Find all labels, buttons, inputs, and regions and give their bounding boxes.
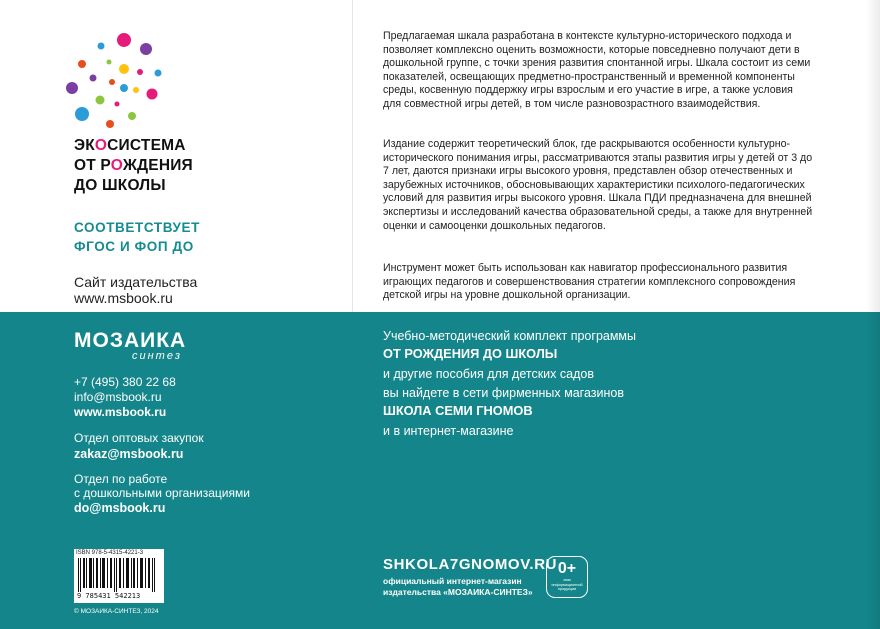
site-url[interactable]: www.msbook.ru — [74, 290, 173, 306]
site-label: Сайт издательства — [74, 274, 198, 290]
ecosystem-dots-logo — [60, 22, 170, 132]
promo-line-5: ШКОЛА СЕМИ ГНОМОВ — [383, 403, 533, 418]
publisher-name: МОЗАИКА — [74, 329, 187, 352]
dot — [120, 84, 128, 92]
preschool-label-2: с дошкольными организациями — [74, 486, 250, 500]
brand-text: ЖДЕНИЯ — [122, 157, 193, 174]
preschool-email[interactable]: do@msbook.ru — [74, 501, 166, 515]
promo-line-2: ОТ РОЖДЕНИЯ ДО ШКОЛЫ — [383, 346, 558, 361]
dot — [75, 107, 89, 121]
shop-url[interactable]: SHKOLA7GNOMOV.RU — [383, 556, 558, 573]
contact-web[interactable]: www.msbook.ru — [74, 405, 167, 419]
publisher-logo — [74, 330, 186, 362]
dot — [147, 89, 158, 100]
dot — [117, 33, 131, 47]
description-paragraph-3: Инструмент может быть использован как навигатор профессионального развития играющих педагогов и совершенствования стратегии комплексного сопровождения детской игры на уровне дошкольной организации. — [383, 262, 796, 302]
brand-text: ОТ Р — [74, 157, 111, 174]
description-paragraph-1: Предлагаемая шкала разработана в контексте культурно-исторического подхода и позволяет комплексно оценить возможности, которые повседневно получают дети в дошкольной группе, с точки зрения развития спонтанной игры. Шкала состоит из семи показателей, освещающих предметно-пространственный и временной компоненты среды, косвенную поддержку игры взрослым и его участие в игре, а также условия для совместной игры детей, в том числе разновозрастного взаимодействия. — [383, 30, 811, 110]
dot — [90, 75, 97, 82]
fgos-compliance — [74, 218, 200, 256]
brand-line-1 — [74, 136, 193, 156]
brand-text: СИСТЕМА — [107, 137, 186, 154]
dot — [109, 79, 115, 85]
contact-email[interactable]: info@msbook.ru — [74, 390, 162, 404]
age-rating-caption: знак информационной продукции — [551, 578, 583, 591]
promo-line-3: и другие пособия для детских садов — [383, 367, 594, 381]
contact-phone[interactable]: +7 (495) 380 22 68 — [74, 375, 176, 389]
dot — [137, 69, 143, 75]
description-paragraph-2: Издание содержит теоретический блок, где раскрываются особенности культурно-исторического понимания игры, рассматриваются этапы развития игры у детей от 3 до 7 лет, даются признаки игры высокого уровня, представлен обзор отечественных и зарубежных источников, обосновывающих характеристики психолого-педагогических условий для развития игры высокого уровня. Шкала ПДИ предназначена для внешней экспертизы и исследований качества образовательной среды, а также для внутренней оценки и самооценки дошкольных педагогов. — [383, 138, 813, 232]
brand-highlight-o: О — [110, 157, 123, 174]
shop-block — [383, 556, 557, 597]
dot — [107, 60, 112, 65]
promo-line-6: и в интернет-магазине — [383, 424, 514, 438]
fgos-line-1: СООТВЕТСТВУЕТ — [74, 220, 201, 235]
dot — [106, 120, 114, 128]
fgos-line-2: ФГОС И ФОП ДО — [74, 239, 194, 254]
isbn-barcode — [74, 549, 164, 603]
dot — [115, 102, 120, 107]
dot — [119, 64, 129, 74]
shop-sub-2: издательства «МОЗАИКА-СИНТЕЗ» — [383, 587, 533, 597]
age-rating-value: 0+ — [557, 560, 577, 577]
brand-line-3: ДО ШКОЛЫ — [74, 177, 166, 194]
dot — [155, 70, 162, 77]
column-divider — [352, 0, 353, 312]
isbn-digits: 9 785431 542213 — [77, 592, 141, 600]
brand-text: ЭК — [74, 137, 95, 154]
promo-line-1: Учебно-методический комплект программы — [383, 329, 637, 343]
barcode-icon — [76, 558, 162, 596]
wholesale-label: Отдел оптовых закупок — [74, 431, 204, 445]
dot — [140, 43, 152, 55]
dot — [133, 87, 139, 93]
book-edge-shadow — [866, 0, 880, 629]
age-rating-badge — [546, 556, 588, 598]
promo-line-4: вы найдете в сети фирменных магазинов — [383, 386, 624, 400]
dot — [128, 112, 136, 120]
dot — [78, 60, 86, 68]
shop-sub-1: официальный интернет-магазин — [383, 576, 522, 586]
preschool-label-1: Отдел по работе — [74, 472, 168, 486]
copyright: © МОЗАИКА-СИНТЕЗ, 2024 — [74, 608, 159, 615]
publisher-sub: синтез — [132, 350, 182, 362]
isbn-text: ISBN 978-5-4315-4221-3 — [76, 550, 144, 556]
wholesale-email[interactable]: zakaz@msbook.ru — [74, 447, 184, 461]
brand-line-2 — [74, 156, 193, 176]
dot — [66, 82, 78, 94]
ecosystem-brand — [74, 136, 193, 196]
brand-highlight-o: О — [94, 137, 108, 154]
dot — [98, 43, 105, 50]
dot — [96, 96, 105, 105]
